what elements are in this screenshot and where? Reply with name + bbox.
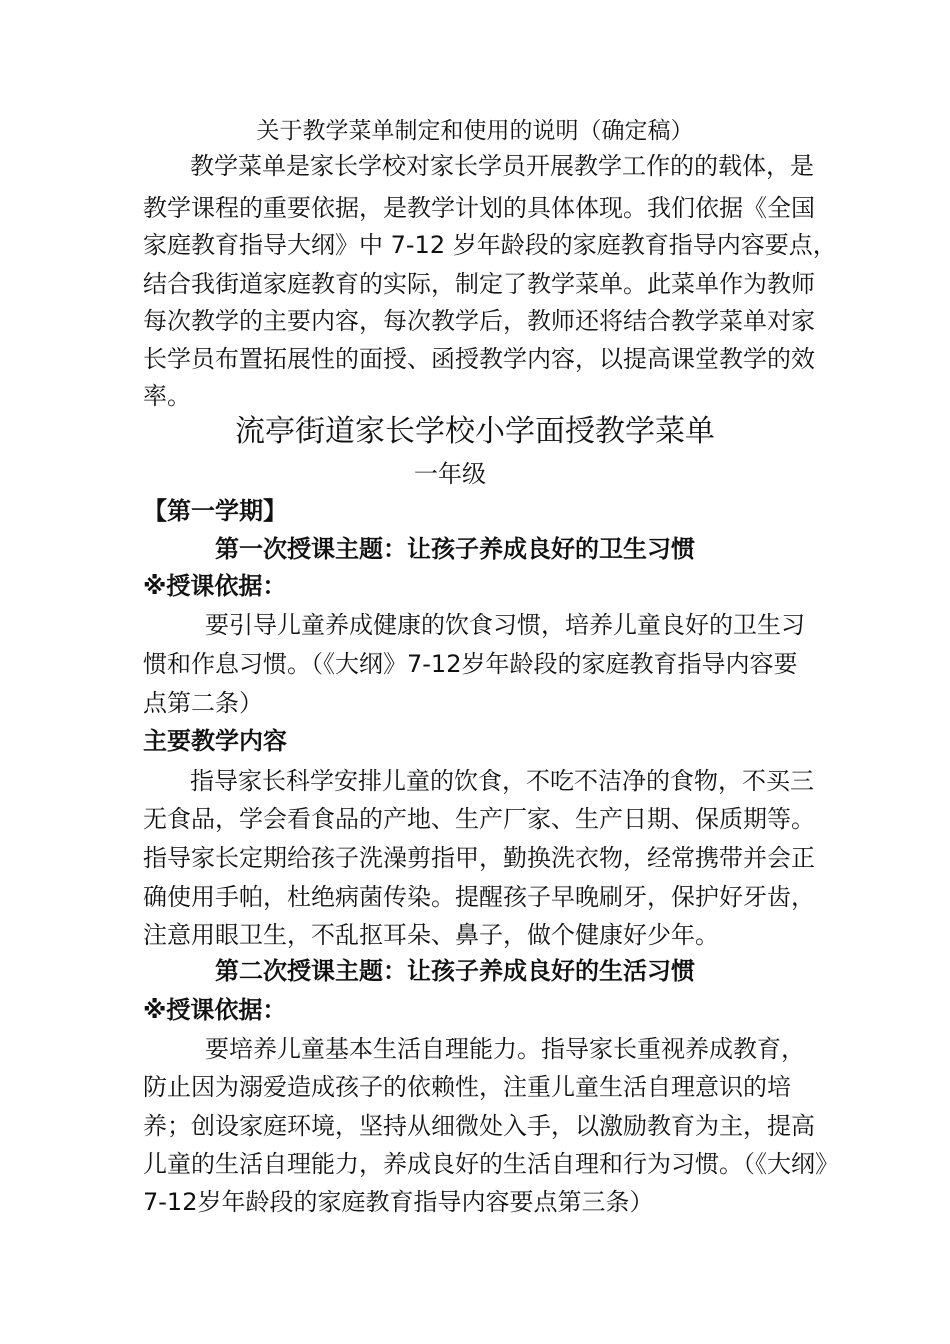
intro-paragraph-line: 教学菜单是家长学校对家长学员开展教学工作的的载体，是	[190, 152, 814, 180]
menu-title: 流亭街道家长学校小学面授教学菜单	[235, 414, 715, 449]
lesson1-content-line: 注意用眼卫生，不乱抠耳朵、鼻子，做个健康好少年。	[143, 921, 719, 949]
lesson2-heading: 第二次授课主题：让孩子养成良好的生活习惯	[215, 957, 695, 985]
intro-title: 关于教学菜单制定和使用的说明（确定稿）	[256, 118, 694, 144]
lesson1-content-line: 确使用手帕，杜绝病菌传染。提醒孩子早晚刷牙，保护好牙齿，	[143, 883, 815, 911]
lesson1-basis-line: 点第二条）	[143, 689, 263, 717]
lesson2-basis-label: ※授课依据：	[143, 996, 287, 1024]
intro-paragraph-line: 结合我街道家庭教育的实际，制定了教学菜单。此菜单作为教师	[143, 270, 815, 298]
lesson1-content-label: 主要教学内容	[143, 727, 287, 755]
intro-paragraph-line: 家庭教育指导大纲》中 7-12 岁年龄段的家庭教育指导内容要点，	[143, 231, 837, 259]
lesson2-basis-line: 养；创设家庭环境，坚持从细微处入手，以激励教育为主，提高	[143, 1112, 815, 1140]
lesson2-basis-line: 7-12岁年龄段的家庭教育指导内容要点第三条）	[143, 1188, 654, 1216]
lesson1-basis-label: ※授课依据：	[143, 572, 287, 600]
grade-heading: 一年级	[414, 460, 486, 488]
intro-paragraph-line: 长学员布置拓展性的面授、函授教学内容，以提高课堂教学的效	[143, 345, 815, 373]
lesson2-basis-line: 要培养儿童基本生活自理能力。指导家长重视养成教育，	[205, 1035, 805, 1063]
intro-paragraph-line: 率。	[143, 382, 191, 410]
lesson1-heading: 第一次授课主题：让孩子养成良好的卫生习惯	[215, 535, 695, 563]
lesson1-basis-line: 惯和作息习惯。（《大纲》7-12岁年龄段的家庭教育指导内容要	[143, 650, 798, 678]
lesson2-basis-line: 防止因为溺爱造成孩子的依赖性，注重儿童生活自理意识的培	[143, 1073, 791, 1101]
lesson1-content-line: 无食品，学会看食品的产地、生产厂家、生产日期、保质期等。	[143, 805, 815, 833]
lesson2-basis-line: 儿童的生活自理能力，养成良好的生活自理和行为习惯。（《大纲》	[143, 1150, 839, 1178]
semester-heading: 【第一学期】	[143, 497, 287, 525]
lesson1-content-line: 指导家长科学安排儿童的饮食，不吃不洁净的食物，不买三	[190, 767, 814, 795]
intro-paragraph-line: 教学课程的重要依据，是教学计划的具体体现。我们依据《全国	[143, 194, 815, 222]
lesson1-basis-line: 要引导儿童养成健康的饮食习惯，培养儿童良好的卫生习	[205, 611, 805, 639]
intro-paragraph-line: 每次教学的主要内容，每次教学后，教师还将结合教学菜单对家	[143, 307, 815, 335]
lesson1-content-line: 指导家长定期给孩子洗澡剪指甲，勤换洗衣物，经常携带并会正	[143, 844, 815, 872]
